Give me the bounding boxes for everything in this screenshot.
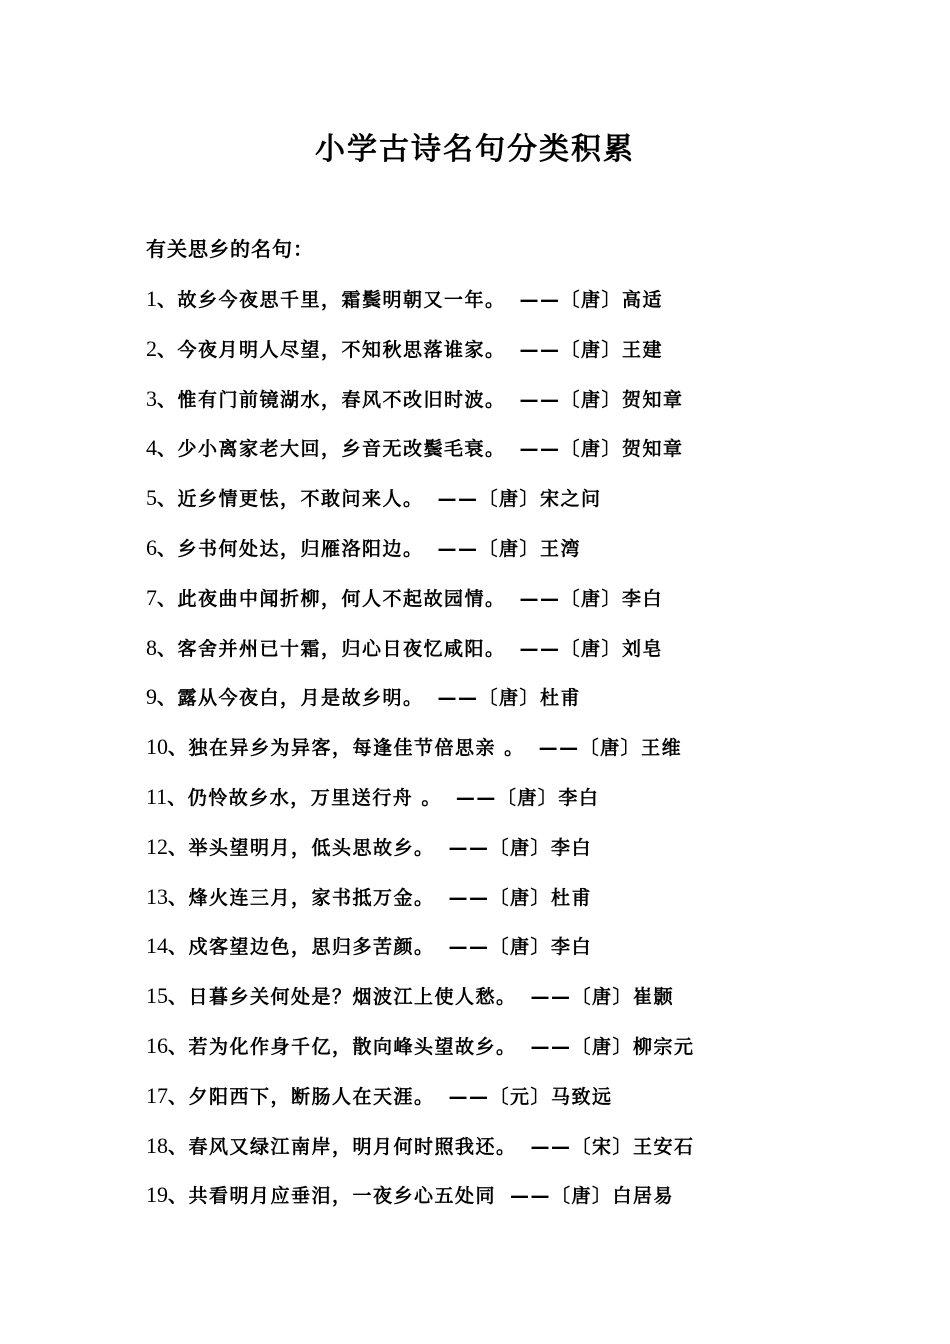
verse-line bbox=[146, 1080, 846, 1130]
verse-number: 17 bbox=[146, 1082, 168, 1108]
number-separator: 、 bbox=[168, 836, 189, 859]
number-separator: 、 bbox=[157, 488, 178, 511]
verse-attribution: ——〔唐〕白居易 bbox=[510, 1185, 675, 1208]
verse-attribution: ——〔元〕马致远 bbox=[448, 1085, 613, 1108]
number-separator: 、 bbox=[157, 388, 178, 411]
verse-number: 12 bbox=[146, 833, 168, 859]
verse-attribution: ——〔唐〕李白 bbox=[448, 936, 593, 959]
verse-number: 2 bbox=[146, 335, 157, 361]
verse-attribution: ——〔唐〕李白 bbox=[519, 587, 664, 610]
verse-line bbox=[146, 1179, 846, 1229]
verse-text: 客舍并州已十霜，归心日夜忆咸阳。 bbox=[177, 637, 506, 660]
verse-attribution: ——〔唐〕王建 bbox=[519, 338, 664, 361]
number-separator: 、 bbox=[168, 1185, 189, 1208]
section-heading: 有关思乡的名句： bbox=[146, 237, 314, 261]
verse-text: 露从今夜白，月是故乡明。 bbox=[177, 687, 424, 710]
verse-line bbox=[146, 283, 846, 333]
verse-line bbox=[146, 1030, 846, 1080]
number-separator: 、 bbox=[157, 438, 178, 461]
verse-line bbox=[146, 432, 846, 482]
verse-number: 18 bbox=[146, 1132, 168, 1158]
verse-text: 举头望明月，低头思故乡。 bbox=[188, 836, 435, 859]
number-separator: 、 bbox=[168, 936, 189, 959]
verse-attribution: ——〔唐〕崔颢 bbox=[530, 986, 675, 1009]
verse-number: 6 bbox=[146, 534, 157, 560]
verse-attribution: ——〔唐〕王维 bbox=[538, 737, 683, 760]
verse-attribution: ——〔唐〕杜甫 bbox=[437, 687, 582, 710]
verse-number: 14 bbox=[146, 933, 168, 959]
verse-line bbox=[146, 632, 846, 682]
verse-text: 春风又绿江南岸，明月何时照我还。 bbox=[188, 1135, 517, 1158]
verse-text: 故乡今夜思千里，霜鬓明朝又一年。 bbox=[177, 289, 506, 311]
verse-text: 独在异乡为异客，每逢佳节倍思亲 。 bbox=[188, 737, 525, 760]
verse-number: 5 bbox=[146, 485, 157, 511]
document-title: 小学古诗名句分类积累 bbox=[315, 132, 635, 167]
verse-number: 11 bbox=[146, 783, 168, 809]
number-separator: 、 bbox=[167, 786, 188, 809]
verse-line bbox=[146, 333, 846, 383]
verse-text: 烽火连三月，家书抵万金。 bbox=[188, 886, 435, 909]
verse-attribution: ——〔唐〕李白 bbox=[448, 836, 593, 859]
verse-number: 1 bbox=[146, 286, 157, 311]
verse-text: 近乡情更怯，不敢问来人。 bbox=[177, 488, 424, 511]
verse-attribution: ——〔宋〕王安石 bbox=[530, 1135, 695, 1158]
verse-text: 共看明月应垂泪，一夜乡心五处同 bbox=[188, 1185, 497, 1208]
number-separator: 、 bbox=[157, 587, 178, 610]
number-separator: 、 bbox=[168, 737, 189, 760]
verse-text: 乡书何处达，归雁洛阳边。 bbox=[177, 537, 424, 560]
verse-line bbox=[146, 881, 846, 931]
verse-line bbox=[146, 781, 846, 831]
verse-line bbox=[146, 532, 846, 582]
verse-text: 戍客望边色，思归多苦颜。 bbox=[188, 936, 435, 959]
number-separator: 、 bbox=[157, 637, 178, 660]
verse-number: 4 bbox=[146, 435, 157, 461]
verse-number: 13 bbox=[146, 883, 168, 909]
verse-attribution: ——〔唐〕刘皂 bbox=[519, 637, 664, 660]
verse-line bbox=[146, 731, 846, 781]
verse-text: 仍怜故乡水，万里送行舟 。 bbox=[187, 786, 442, 809]
verse-attribution: ——〔唐〕王湾 bbox=[437, 537, 582, 560]
verse-number: 16 bbox=[146, 1032, 168, 1058]
number-separator: 、 bbox=[168, 1135, 189, 1158]
number-separator: 、 bbox=[157, 687, 178, 710]
verse-attribution: ——〔唐〕杜甫 bbox=[448, 886, 593, 909]
number-separator: 、 bbox=[157, 537, 178, 560]
number-separator: 、 bbox=[168, 1035, 189, 1058]
number-separator: 、 bbox=[157, 289, 178, 311]
number-separator: 、 bbox=[168, 1085, 189, 1108]
number-separator: 、 bbox=[157, 338, 178, 361]
verse-number: 3 bbox=[146, 385, 157, 411]
verse-attribution: ——〔唐〕贺知章 bbox=[519, 438, 684, 461]
verse-attribution: ——〔唐〕宋之问 bbox=[437, 488, 602, 511]
verse-attribution: ——〔唐〕高适 bbox=[519, 289, 664, 311]
verse-text: 若为化作身千亿，散向峰头望故乡。 bbox=[188, 1035, 517, 1058]
verse-attribution: ——〔唐〕李白 bbox=[455, 786, 600, 809]
verse-line bbox=[146, 582, 846, 632]
verse-line bbox=[146, 930, 846, 980]
verse-number: 9 bbox=[146, 684, 157, 710]
verse-text: 夕阳西下，断肠人在天涯。 bbox=[188, 1085, 435, 1108]
verse-attribution: ——〔唐〕贺知章 bbox=[519, 388, 684, 411]
verse-text: 此夜曲中闻折柳，何人不起故园情。 bbox=[177, 587, 506, 610]
verse-line bbox=[146, 482, 846, 532]
verse-list bbox=[146, 283, 846, 1229]
verse-text: 少小离家老大回，乡音无改鬓毛衰。 bbox=[177, 438, 506, 461]
verse-number: 8 bbox=[146, 634, 157, 660]
verse-line bbox=[146, 681, 846, 731]
verse-line bbox=[146, 980, 846, 1030]
verse-line bbox=[146, 831, 846, 881]
verse-number: 10 bbox=[146, 734, 168, 760]
verse-attribution: ——〔唐〕柳宗元 bbox=[530, 1035, 695, 1058]
verse-text: 惟有门前镜湖水，春风不改旧时波。 bbox=[177, 388, 506, 411]
verse-text: 日暮乡关何处是？烟波江上使人愁。 bbox=[188, 986, 517, 1009]
verse-line bbox=[146, 383, 846, 433]
verse-number: 7 bbox=[146, 584, 157, 610]
verse-number: 19 bbox=[146, 1182, 168, 1208]
verse-line bbox=[146, 1130, 846, 1180]
number-separator: 、 bbox=[168, 986, 189, 1009]
verse-number: 15 bbox=[146, 983, 168, 1009]
number-separator: 、 bbox=[168, 886, 189, 909]
verse-text: 今夜月明人尽望，不知秋思落谁家。 bbox=[177, 338, 506, 361]
